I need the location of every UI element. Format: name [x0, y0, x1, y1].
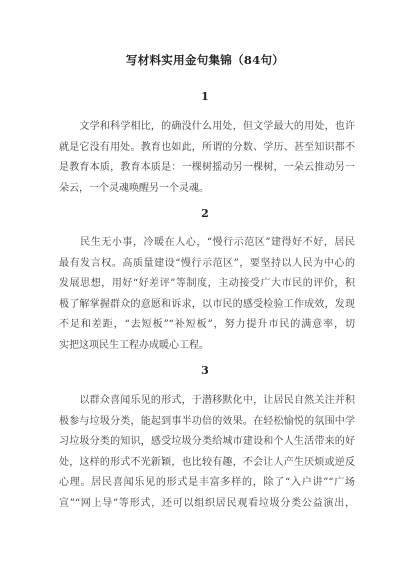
- section-paragraph: [59, 117, 355, 199]
- paragraph-line: 朵云，一个灵魂唤醒另一个灵魂。: [59, 182, 209, 194]
- paragraph-line: 极参与垃圾分类，能起到事半功倍的效果。在轻松愉悦的氛围中学: [59, 415, 355, 427]
- paragraph-line: 发展思想，用好“好差评”等制度，主动接受广大市民的评价，积: [59, 278, 355, 289]
- paragraph-line: 是教育本质，教育本质是：一棵树摇动另一棵树，一朵云推动另一: [59, 162, 355, 173]
- paragraph-line: 以群众喜闻乐见的形式，于潜移默化中，让居民自然关注并积: [59, 395, 355, 406]
- paragraph-line: 极了解掌握群众的意愿和诉求，以市民的感受检验工作成效，发现: [59, 298, 355, 310]
- paragraph-line: 实把这项民生工程办成暖心工程。: [59, 339, 209, 351]
- section-number: 1: [201, 90, 209, 103]
- paragraph-line: 不足和差距，“去短板”“补短板”，努力提升市民的满意率，切: [59, 319, 355, 330]
- section-number: 2: [201, 207, 209, 220]
- paragraph-line: 处，这样的形式不光新颖，也比较有趣，不会让人产生厌烦或逆反: [59, 456, 355, 468]
- section-paragraph: [59, 391, 355, 514]
- paragraph-line: 宣”“网上导”等形式，还可以组织居民观看垃圾分类公益演出，: [59, 497, 355, 509]
- paragraph-line: 最有发言权。高质量建设“慢行示范区”，要坚持以人民为中心的: [59, 257, 355, 269]
- paragraph-line: 文学和科学相比，的确没什么用处，但文学最大的用处，也许: [59, 121, 355, 132]
- section-number: 3: [201, 364, 209, 377]
- paragraph-line: 心理。居民喜闻乐见的形式是丰富多样的，除了“入户讲”“广场: [59, 477, 355, 488]
- section-paragraph: [59, 233, 355, 356]
- paragraph-line: 就是它没有用处。教育也如此，所谓的分数、学历、甚至知识都不: [59, 141, 355, 153]
- paragraph-line: 民生无小事，冷暖在人心，“慢行示范区”建得好不好，居民: [59, 237, 355, 248]
- document-title: 写材料实用金句集锦（84句）: [125, 53, 285, 67]
- paragraph-line: 习垃圾分类的知识，感受垃圾分类给城市建设和个人生活带来的好: [59, 436, 355, 447]
